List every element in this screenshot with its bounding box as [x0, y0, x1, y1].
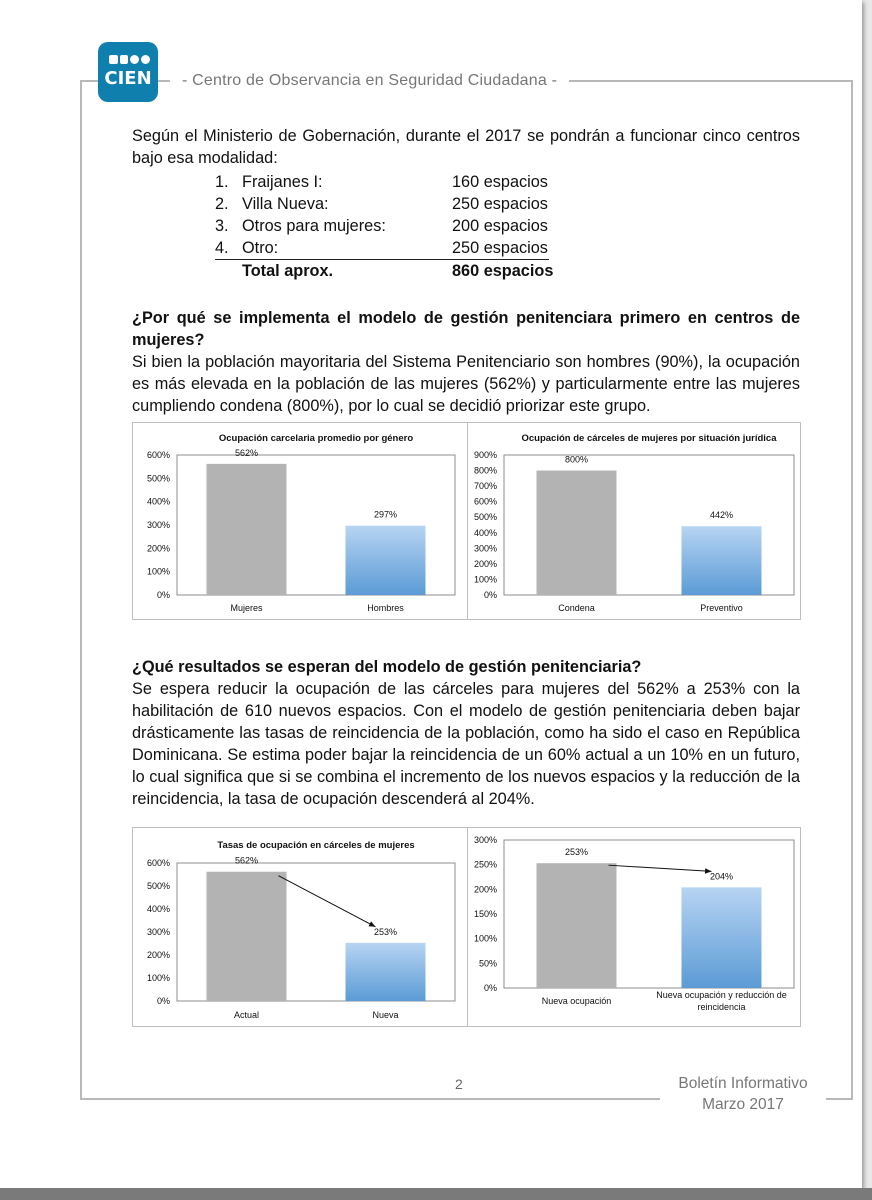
chart-title: Ocupación carcelaria promedio por género	[218, 433, 414, 444]
list-total-row	[215, 260, 555, 282]
y-tick-label: 700%	[473, 481, 497, 492]
centers-list	[132, 171, 800, 281]
trend-arrow	[609, 865, 712, 871]
y-tick-label: 600%	[146, 858, 170, 868]
intro-paragraph: Según el Ministerio de Gobernación, durante el 2017 se pondrán a funcionar cinco centros bajo esa modalidad:	[132, 127, 800, 167]
x-tick-label: reincidencia	[697, 1002, 746, 1012]
y-tick-label: 100%	[473, 933, 497, 944]
section2-paragraph: Se espera reducir la ocupación de las cárceles para mujeres del 562% a 253% con la habilitación de 610 nuevos espacios. Con el modelo de gestión penitenciaria deben bajar drásticamente las tasas de reincidencia de la población, como ha sido el caso en República Dominicana. Se estima poder bajar la reincidencia de un 60% actual a un 10% en un futuro, lo cual significa que si se combina el incremento de los nuevos espacios y la reducción de la reincidencia, la tasa de ocupación descenderá al 204%.	[132, 680, 800, 808]
list-item-value: 160 espacios	[452, 173, 548, 191]
y-tick-label: 400%	[473, 527, 497, 538]
x-tick-label: Mujeres	[230, 603, 263, 613]
bar-hombres	[346, 526, 426, 595]
section2-heading: ¿Qué resultados se esperan del modelo de gestión penitenciaria?	[132, 658, 642, 676]
x-tick-label: Actual	[233, 1010, 260, 1020]
section2-content	[132, 656, 800, 810]
y-tick-label: 0%	[156, 590, 170, 600]
x-tick-label: Preventivo	[700, 603, 743, 613]
y-tick-label: 300%	[473, 835, 497, 845]
list-item-value: 250 espacios	[452, 239, 548, 257]
frame-border-left	[80, 80, 82, 1100]
logo-bars-icon	[109, 55, 149, 65]
bar-preventivo	[682, 526, 762, 595]
x-tick-label: Condena	[558, 603, 595, 613]
y-tick-label: 500%	[146, 473, 170, 484]
list-item	[215, 237, 549, 260]
total-label: Total aprox.	[242, 262, 334, 280]
footer-bulletin	[660, 1073, 826, 1115]
y-tick-label: 800%	[473, 465, 497, 476]
list-item-name: Otros para mujeres:	[242, 217, 386, 235]
y-tick-label: 0%	[483, 590, 497, 600]
data-label: 562%	[234, 855, 259, 866]
chart-title: Ocupación de cárceles de mujeres por situación jurídica	[521, 433, 777, 444]
section1-paragraph: Si bien la población mayoritaria del Sistema Penitenciario son hombres (90%), la ocupación es más elevada en la población de las mujeres (562%) y particularmente entre las mujeres cumpliendo condena (800%), por lo cual se decidió priorizar este grupo.	[132, 353, 800, 415]
y-tick-label: 0%	[483, 983, 497, 993]
y-tick-label: 100%	[473, 574, 497, 585]
chart-occupancy-by-gender	[132, 422, 468, 620]
y-tick-label: 150%	[473, 909, 497, 919]
y-tick-label: 300%	[146, 927, 170, 937]
cien-logo	[98, 42, 158, 102]
x-tick-label: Nueva ocupación	[541, 996, 612, 1006]
frame-border-bottom	[80, 1098, 660, 1100]
list-item-value: 200 espacios	[452, 217, 548, 235]
viewer-bottom-strip	[0, 1188, 872, 1200]
bar-condena	[537, 471, 617, 595]
data-label: 253%	[373, 926, 398, 937]
footer-line1: Boletín Informativo	[678, 1075, 808, 1092]
list-item	[215, 215, 555, 237]
y-tick-label: 0%	[156, 996, 170, 1006]
list-item-name: Fraijanes I:	[242, 173, 323, 191]
y-tick-label: 400%	[146, 496, 170, 507]
y-tick-label: 300%	[146, 520, 170, 530]
bar-nueva	[346, 943, 426, 1001]
list-item-name: Villa Nueva:	[242, 195, 329, 213]
y-tick-label: 100%	[146, 973, 170, 983]
list-item-number: 1.	[215, 173, 229, 191]
y-tick-label: 300%	[473, 543, 497, 554]
y-tick-label: 200%	[146, 543, 170, 554]
data-label: 297%	[373, 509, 398, 520]
y-tick-label: 100%	[146, 566, 170, 577]
x-tick-label: Nueva ocupación y reducción de	[656, 990, 787, 1000]
chart-women-occupancy-rates	[132, 827, 468, 1027]
section1-heading: ¿Por qué se implementa el modelo de gestión penitenciara primero en centros de mujeres?	[132, 309, 800, 349]
list-item-number: 2.	[215, 195, 229, 213]
y-tick-label: 500%	[146, 881, 170, 891]
y-tick-label: 400%	[146, 904, 170, 914]
main-content	[132, 125, 800, 417]
y-tick-label: 200%	[473, 558, 497, 569]
y-tick-label: 600%	[473, 496, 497, 507]
y-tick-label: 50%	[478, 958, 497, 969]
list-item-number: 4.	[215, 239, 229, 257]
header-title: - Centro de Observancia en Seguridad Ciudadana -	[170, 72, 569, 90]
trend-arrow	[279, 876, 376, 927]
list-item-name: Otro:	[242, 239, 279, 257]
y-tick-label: 600%	[146, 450, 170, 460]
bar-actual	[207, 872, 287, 1001]
chart-occupancy-by-legal-status	[467, 422, 801, 620]
x-tick-label: Nueva	[372, 1010, 399, 1020]
data-label: 253%	[564, 847, 589, 858]
data-label: 442%	[709, 510, 734, 521]
frame-border-bottom-right	[826, 1098, 853, 1100]
y-tick-label: 200%	[473, 884, 497, 895]
list-item	[215, 171, 555, 193]
y-tick-label: 250%	[473, 859, 497, 870]
logo-text: CIEN	[104, 68, 152, 89]
list-item	[215, 193, 555, 215]
y-tick-label: 500%	[473, 512, 497, 523]
data-label: 800%	[564, 454, 589, 465]
bar-nueva-ocupaci-n	[537, 863, 617, 988]
x-tick-label: Hombres	[367, 603, 404, 613]
page-number: 2	[455, 1076, 463, 1092]
data-label: 204%	[709, 871, 734, 882]
y-tick-label: 200%	[146, 950, 170, 960]
bar-nueva-ocupaci-n-y-reducci-n-de-reincidencia	[682, 887, 762, 988]
footer-line2: Marzo 2017	[702, 1096, 784, 1113]
bar-mujeres	[207, 464, 287, 595]
data-label: 562%	[234, 447, 259, 458]
list-item-value: 250 espacios	[452, 195, 548, 213]
list-item-number: 3.	[215, 217, 229, 235]
chart-new-occupancy	[467, 827, 801, 1027]
total-value: 860 espacios	[452, 262, 554, 280]
chart-title: Tasas de ocupación en cárceles de mujeres	[217, 840, 415, 851]
frame-border-right	[851, 80, 853, 1100]
y-tick-label: 900%	[473, 450, 497, 460]
